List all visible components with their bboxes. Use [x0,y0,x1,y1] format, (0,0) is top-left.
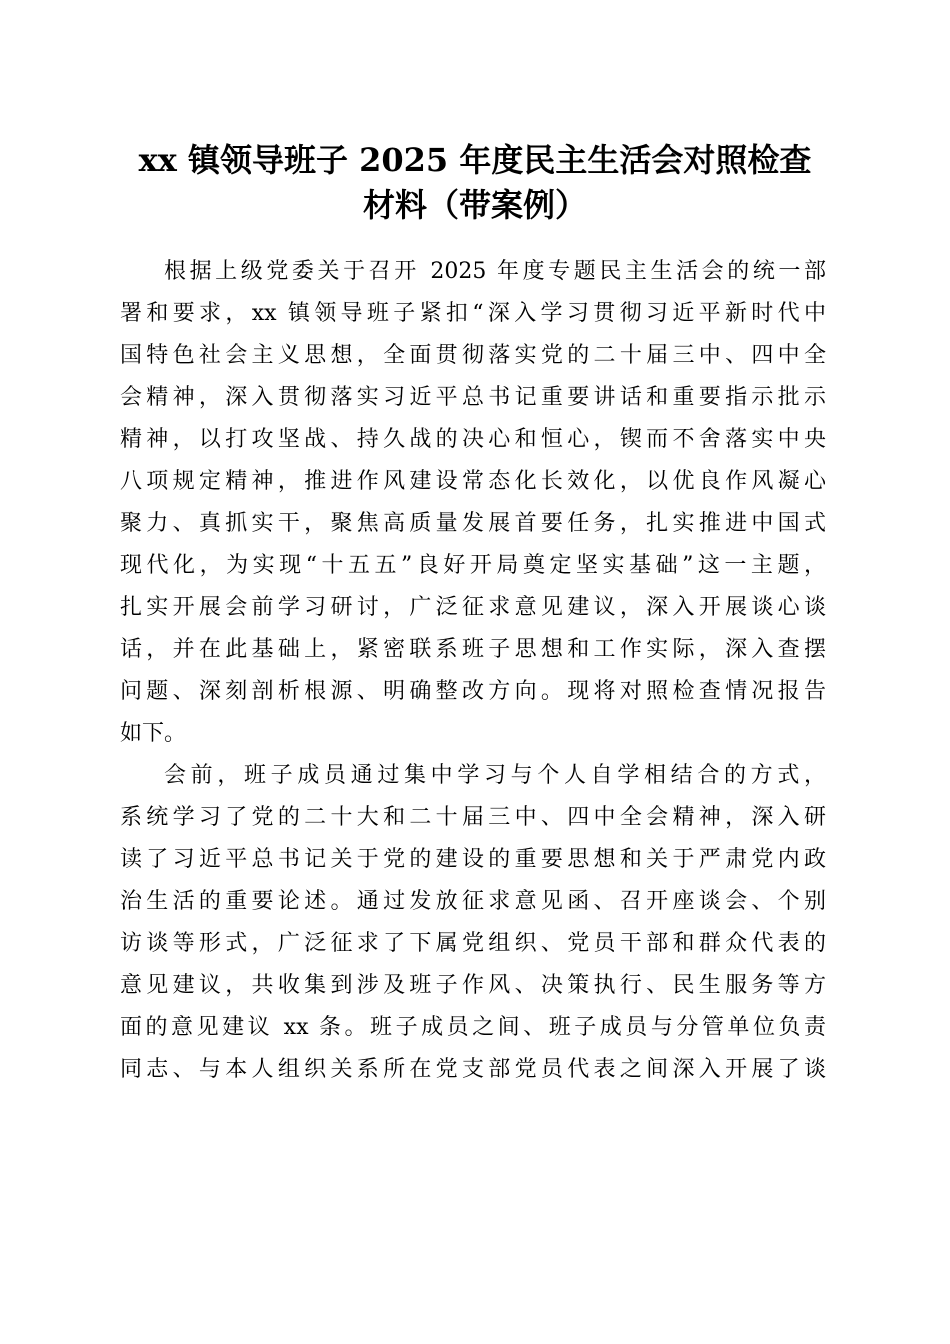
paragraph-line: 意见建议，共收集到涉及班子作风、决策执行、民生服务等方 [120,973,826,998]
paragraph-line: 如下。 [120,721,187,746]
paragraph-line: 聚力、真抓实干，聚焦高质量发展首要任务，扎实推进中国式 [120,511,826,536]
paragraph-line: 扎实开展会前学习研讨，广泛征求意见建议，深入开展谈心谈 [120,595,826,620]
paragraph-line: 署和要求，xx 镇领导班子紧扣“深入学习贯彻习近平新时代中 [120,301,826,326]
paragraph-line: 精神，以打攻坚战、持久战的决心和恒心，锲而不舍落实中央 [120,427,826,452]
paragraph-2 [120,755,826,1091]
paragraph-line: 根据上级党委关于召开 2025 年度专题民主生活会的统一部 [164,259,826,284]
paragraph-line: 话，并在此基础上，紧密联系班子思想和工作实际，深入查摆 [120,637,826,662]
paragraph-line: 国特色社会主义思想，全面贯彻落实党的二十届三中、四中全 [120,343,826,368]
paragraph-line: 读了习近平总书记关于党的建设的重要思想和关于严肃党内政 [120,847,826,872]
paragraph-line: 同志、与本人组织关系所在党支部党员代表之间深入开展了谈 [120,1057,826,1082]
paragraph-line: 会前，班子成员通过集中学习与个人自学相结合的方式， [164,763,826,788]
paragraph-line: 系统学习了党的二十大和二十届三中、四中全会精神，深入研 [120,805,826,830]
title-line-2: 材料（带案例） [362,186,587,224]
paragraph-line: 访谈等形式，广泛征求了下属党组织、党员干部和群众代表的 [120,931,826,956]
title-line-1: xx 镇领导班子 2025 年度民主生活会对照检查 [138,141,812,179]
paragraph-line: 八项规定精神，推进作风建设常态化长效化，以优良作风凝心 [120,469,826,494]
paragraph-line: 会精神，深入贯彻落实习近平总书记重要讲话和重要指示批示 [120,385,826,410]
paragraph-line: 面的意见建议 xx 条。班子成员之间、班子成员与分管单位负责 [120,1015,826,1040]
paragraph-line: 现代化，为实现“十五五”良好开局奠定坚实基础”这一主题， [120,553,826,578]
document-body [120,251,826,1091]
paragraph-line: 问题、深刻剖析根源、明确整改方向。现将对照检查情况报告 [120,679,826,704]
paragraph-1 [120,251,826,755]
document-title [100,138,850,228]
paragraph-line: 治生活的重要论述。通过发放征求意见函、召开座谈会、个别 [120,889,826,914]
